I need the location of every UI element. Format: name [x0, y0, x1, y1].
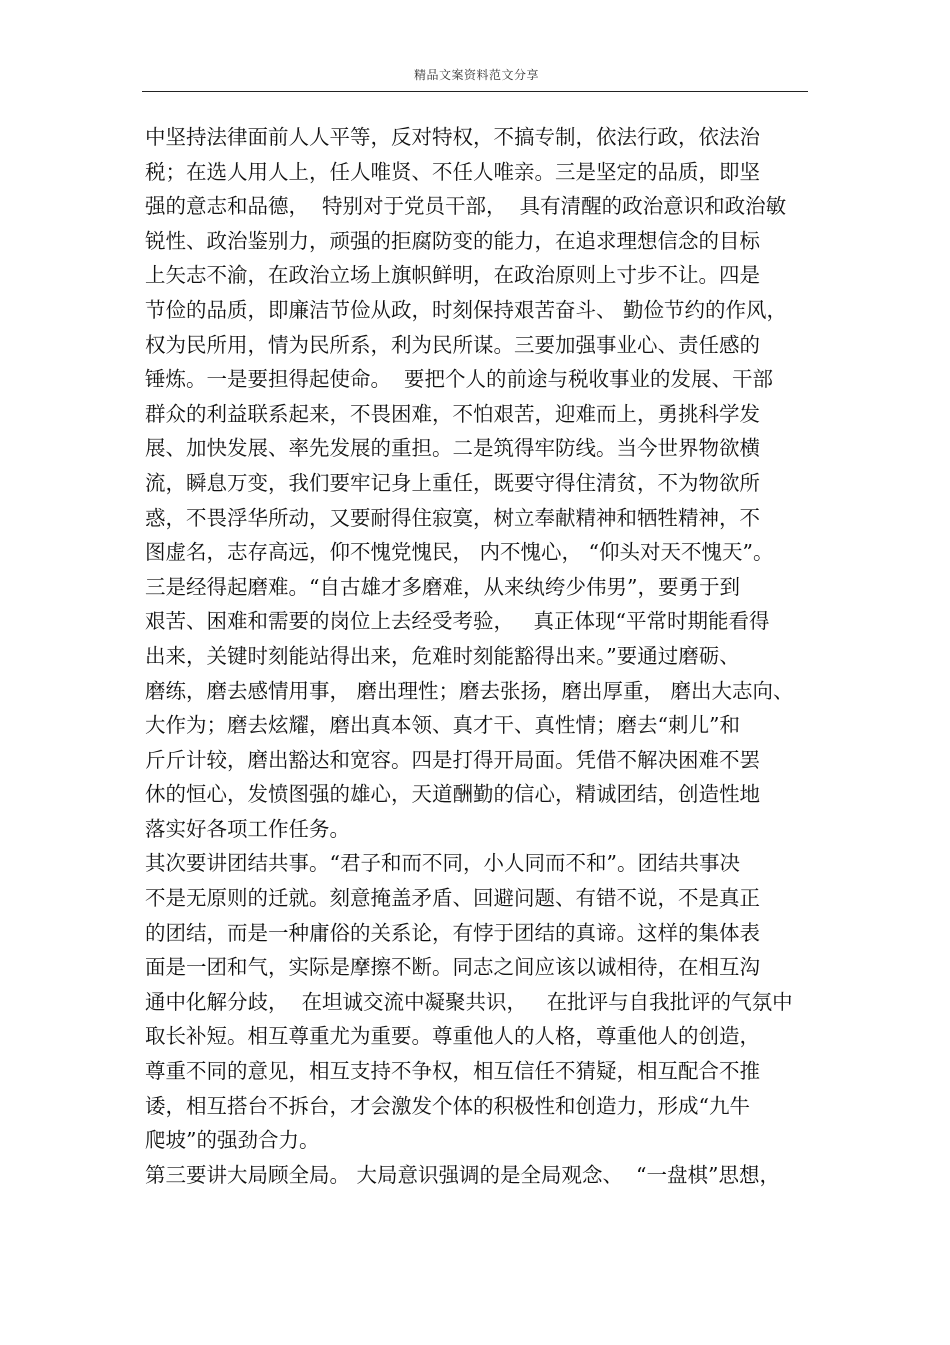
- body-line: 休的恒心，发愤图强的雄心，天道酬勤的信心，精诚团结，创造性地: [145, 782, 760, 807]
- body-line: 出来，关键时刻能站得出来，危难时刻能豁得出来。”要通过磨砺、: [145, 643, 740, 668]
- body-line: 惑，不畏浮华所动，又要耐得住寂寞，树立奉献精神和牺牲精神，不: [145, 505, 760, 530]
- body-line: 取长补短。相互尊重尤为重要。尊重他人的人格，尊重他人的创造，: [145, 1024, 760, 1049]
- body-line: 爬坡”的强劲合力。: [145, 1128, 320, 1153]
- body-line: 群众的利益联系起来，不畏困难，不怕艰苦，迎难而上，勇挑科学发: [145, 401, 760, 426]
- body-line: 艰苦、困难和需要的岗位上去经受考验， 真正体现“平常时期能看得: [145, 609, 770, 634]
- body-line: 流，瞬息万变，我们要牢记身上重任，既要守得住清贫，不为物欲所: [145, 470, 760, 495]
- body-line: 不是无原则的迁就。刻意掩盖矛盾、回避问题、有错不说，不是真正: [145, 886, 760, 911]
- body-line: 节俭的品质，即廉洁节俭从政，时刻保持艰苦奋斗、 勤俭节约的作风，: [145, 297, 788, 322]
- body-line: 强的意志和品德， 特别对于党员干部， 具有清醒的政治意识和政治敏: [145, 194, 787, 219]
- body-line: 三是经得起磨难。“自古雄才多磨难，从来纨绔少伟男”，要勇于到: [145, 574, 740, 599]
- document-body: [145, 120, 805, 1192]
- body-line: 第三要讲大局顾全局。 大局意识强调的是全局观念、 “一盘棋”思想，: [145, 1162, 781, 1187]
- body-line: 锐性、政治鉴别力，顽强的拒腐防变的能力，在追求理想信念的目标: [145, 228, 760, 253]
- body-line: 尊重不同的意见，相互支持不争权，相互信任不猜疑，相互配合不推: [145, 1059, 760, 1084]
- body-line: 锤炼。一是要担得起使命。 要把个人的前途与税收事业的发展、干部: [145, 367, 774, 392]
- body-line: 通中化解分歧， 在坦诚交流中凝聚共识， 在批评与自我批评的气氛中: [145, 989, 793, 1014]
- body-line: 展、加快发展、率先发展的重担。二是筑得牢防线。当今世界物欲横: [145, 436, 760, 461]
- body-line: 面是一团和气，实际是摩擦不断。同志之间应该以诚相待，在相互沟: [145, 955, 760, 980]
- body-line: 上矢志不渝，在政治立场上旗帜鲜明，在政治原则上寸步不让。四是: [145, 263, 760, 288]
- body-line: 落实好各项工作任务。: [145, 816, 350, 841]
- body-line: 大作为；磨去炫耀，磨出真本领、真才干、真性情；磨去“刺儿”和: [145, 713, 740, 738]
- page-header: 精品文案资料范文分享: [413, 68, 539, 82]
- body-line: 税；在选人用人上，任人唯贤、不任人唯亲。三是坚定的品质，即坚: [145, 159, 760, 184]
- body-line: 磨练，磨去感情用事， 磨出理性；磨去张扬，磨出厚重， 磨出大志向、: [145, 678, 794, 703]
- body-line: 中坚持法律面前人人平等，反对特权，不搞专制，依法行政，依法治: [145, 125, 760, 149]
- body-line: 图虚名，志存高远，仰不愧党愧民， 内不愧心， “仰头对天不愧天”。: [145, 540, 774, 565]
- header-divider: [142, 91, 808, 92]
- body-line: 斤斤计较，磨出豁达和宽容。四是打得开局面。凭借不解决困难不罢: [145, 747, 760, 772]
- body-line: 诿，相互搭台不拆台，才会激发个体的积极性和创造力，形成“九牛: [145, 1093, 750, 1118]
- body-line: 其次要讲团结共事。“君子和而不同，小人同而不和”。团结共事决: [145, 851, 740, 876]
- body-line: 权为民所用，情为民所系，利为民所谋。三要加强事业心、责任感的: [145, 332, 760, 357]
- body-line: 的团结，而是一种庸俗的关系论，有悖于团结的真谛。这样的集体表: [145, 920, 760, 945]
